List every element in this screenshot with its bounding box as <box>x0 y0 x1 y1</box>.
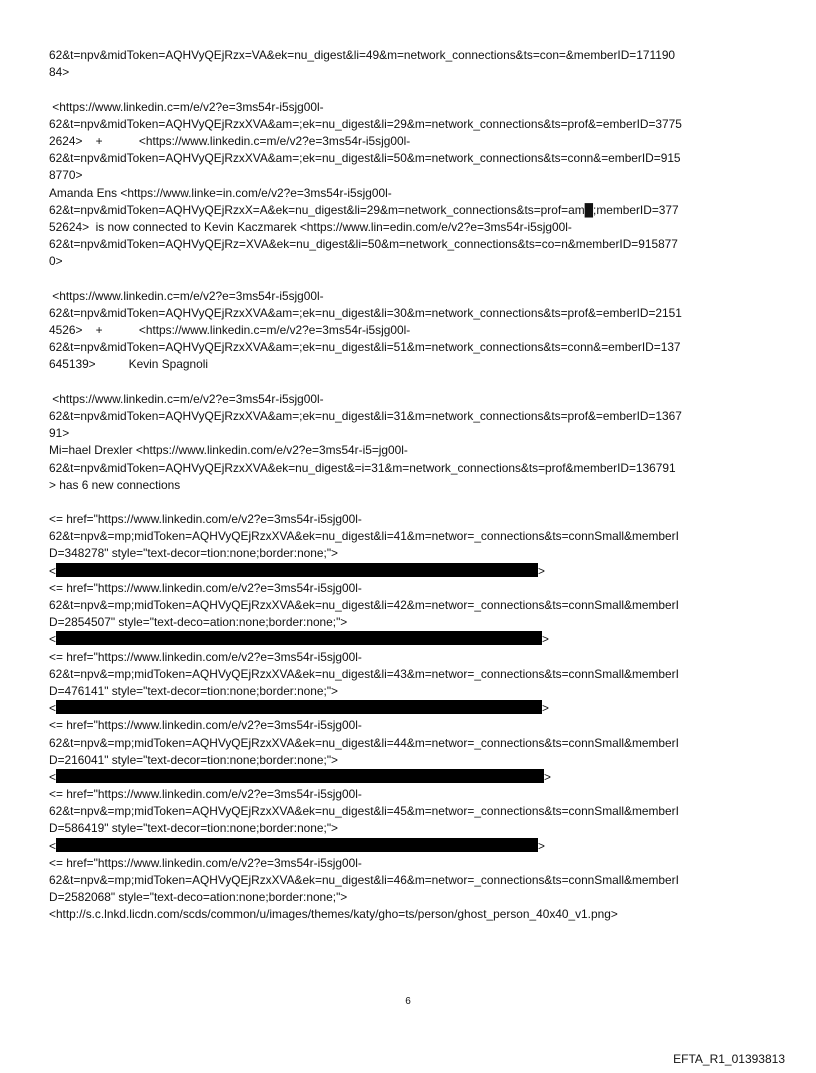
redaction-bar <box>56 700 542 714</box>
blank-line <box>49 81 775 98</box>
blank-line <box>49 270 775 287</box>
text-line: D=348278" style="text-decor=tion:none;border:none;"> <box>49 546 338 561</box>
text-line: 0> <box>49 254 63 269</box>
redacted-open: < <box>49 632 56 647</box>
text-line: Amanda Ens <https://www.linke=in.com/e/v2?e=3ms54r-i5sjg00l- <box>49 185 392 200</box>
text-line: 62&t=npv&midToken=AQHVyQEjRzxXVA&am=;ek=nu_digest&li=30&m=network_connections&ts=prof&=emberID=2151 <box>49 305 682 320</box>
redacted-close: > <box>537 563 545 578</box>
text-line: 62&t=npv&=mp;midToken=AQHVyQEjRzxXVA&ek=nu_digest&li=43&m=networ=_connections&ts=connSmall&memberI <box>49 666 679 681</box>
redacted-close: > <box>537 838 545 853</box>
text-line: 62&t=npv&=mp;midToken=AQHVyQEjRzxXVA&ek=nu_digest&li=44&m=networ=_connections&ts=connSmall&memberI <box>49 735 679 750</box>
text-line: 84> <box>49 65 70 80</box>
text-line: 2624> + <https://www.linkedin.c=m/e/v2?e=3ms54r-i5sjg00l- <box>49 133 411 148</box>
text-line: 62&t=npv&midToken=AQHVyQEjRzxXVA&am=;ek=nu_digest&li=29&m=network_connections&ts=prof&=emberID=3775 <box>49 116 682 131</box>
text-line: 52624> is now connected to Kevin Kaczmarek <https://www.lin=edin.com/e/v2?e=3ms54r-i5sjg00l- <box>49 219 572 234</box>
redacted-open: < <box>49 838 56 853</box>
text-line: <= href="https://www.linkedin.com/e/v2?e=3ms54r-i5sjg00l- <box>49 787 362 802</box>
text-line: 62&t=npv&midToken=AQHVyQEjRzxXVA&am=;ek=nu_digest&li=50&m=network_connections&ts=conn&=emberID=915 <box>49 151 681 166</box>
text-line: 62&t=npv&midToken=AQHVyQEjRzxXVA&am=;ek=nu_digest&li=51&m=network_connections&ts=conn&=emberID=137 <box>49 340 681 355</box>
redacted-line <box>49 563 775 580</box>
text-line: 8770> <box>49 168 83 183</box>
text-line: D=216041" style="text-decor=tion:none;border:none;"> <box>49 752 338 767</box>
text-line: D=2582068" style="text-deco=ation:none;border:none;"> <box>49 890 348 905</box>
text-line: <= href="https://www.linkedin.com/e/v2?e=3ms54r-i5sjg00l- <box>49 512 362 527</box>
redacted-close: > <box>541 701 549 716</box>
redaction-bar <box>56 631 542 645</box>
text-line: 91> <box>49 426 70 441</box>
text-line: 62&t=npv&=mp;midToken=AQHVyQEjRzxXVA&ek=nu_digest&li=42&m=networ=_connections&ts=connSmall&memberI <box>49 598 679 612</box>
redacted-line <box>49 700 775 717</box>
text-line: 62&t=npv&midToken=AQHVyQEjRzxXVA&ek=nu_digest&=i=31&m=network_connections&ts=prof&memberID=136791 <box>49 460 676 475</box>
text-line: 645139> Kevin Spagnoli <box>49 357 208 372</box>
redacted-line <box>49 631 775 648</box>
document-id-footer: EFTA_R1_01393813 <box>673 1052 785 1066</box>
redacted-close: > <box>541 632 549 647</box>
text-line: 62&t=npv&midToken=AQHVyQEjRzxX=A&ek=nu_digest&li=29&m=network_connections&ts=prof=am█;memberID=377 <box>49 202 679 217</box>
redacted-line <box>49 769 775 786</box>
email-body-text <box>49 47 775 924</box>
text-line: <http://s.c.lnkd.licdn.com/scds/common/u/images/themes/katy/gho=ts/person/ghost_person_40x40_v1.png> <box>49 907 618 922</box>
redacted-open: < <box>49 701 56 716</box>
page-number: 6 <box>405 996 411 1007</box>
text-line: <https://www.linkedin.c=m/e/v2?e=3ms54r-i5sjg00l- <box>49 391 324 406</box>
text-line: <= href="https://www.linkedin.com/e/v2?e=3ms54r-i5sjg00l- <box>49 649 362 664</box>
blank-line <box>49 374 775 391</box>
text-line: 62&t=npv&=mp;midToken=AQHVyQEjRzxXVA&ek=nu_digest&li=41&m=networ=_connections&ts=connSmall&memberI <box>49 529 679 544</box>
text-line: <= href="https://www.linkedin.com/e/v2?e=3ms54r-i5sjg00l- <box>49 855 362 870</box>
redaction-bar <box>56 769 544 783</box>
blank-line <box>49 494 775 511</box>
text-line: 62&t=npv&midToken=AQHVyQEjRz=XVA&ek=nu_digest&li=50&m=network_connections&ts=co=n&memberID=915877 <box>49 237 678 252</box>
redacted-close: > <box>543 769 551 784</box>
text-line: <= href="https://www.linkedin.com/e/v2?e=3ms54r-i5sjg00l- <box>49 580 362 595</box>
text-line: <https://www.linkedin.c=m/e/v2?e=3ms54r-i5sjg00l- <box>49 99 324 114</box>
redacted-open: < <box>49 769 56 784</box>
text-line: <= href="https://www.linkedin.com/e/v2?e=3ms54r-i5sjg00l- <box>49 718 362 733</box>
text-line: D=586419" style="text-decor=tion:none;border:none;"> <box>49 821 338 836</box>
text-line: D=2854507" style="text-deco=ation:none;border:none;"> <box>49 615 348 630</box>
text-line: <https://www.linkedin.c=m/e/v2?e=3ms54r-i5sjg00l- <box>49 288 324 303</box>
text-line: 62&t=npv&=mp;midToken=AQHVyQEjRzxXVA&ek=nu_digest&li=46&m=networ=_connections&ts=connSmall&memberI <box>49 873 679 887</box>
text-line: 62&t=npv&midToken=AQHVyQEjRzxXVA&am=;ek=nu_digest&li=31&m=network_connections&ts=prof&=emberID=1367 <box>49 408 682 423</box>
text-line: 62&t=npv&midToken=AQHVyQEjRzx=VA&ek=nu_digest&li=49&m=network_connections&ts=con=&memberID=171190 <box>49 48 676 62</box>
text-line: > has 6 new connections <box>49 477 181 492</box>
text-line: 4526> + <https://www.linkedin.c=m/e/v2?e=3ms54r-i5sjg00l- <box>49 323 411 337</box>
redaction-bar <box>56 563 538 577</box>
text-line: Mi=hael Drexler <https://www.linkedin.com/e/v2?e=3ms54r-i5=jg00l- <box>49 443 408 458</box>
redacted-line <box>49 838 775 855</box>
redacted-open: < <box>49 563 56 578</box>
text-line: 62&t=npv&=mp;midToken=AQHVyQEjRzxXVA&ek=nu_digest&li=45&m=networ=_connections&ts=connSmall&memberI <box>49 804 679 819</box>
text-line: D=476141" style="text-decor=tion:none;border:none;"> <box>49 683 338 698</box>
redaction-bar <box>56 838 538 852</box>
